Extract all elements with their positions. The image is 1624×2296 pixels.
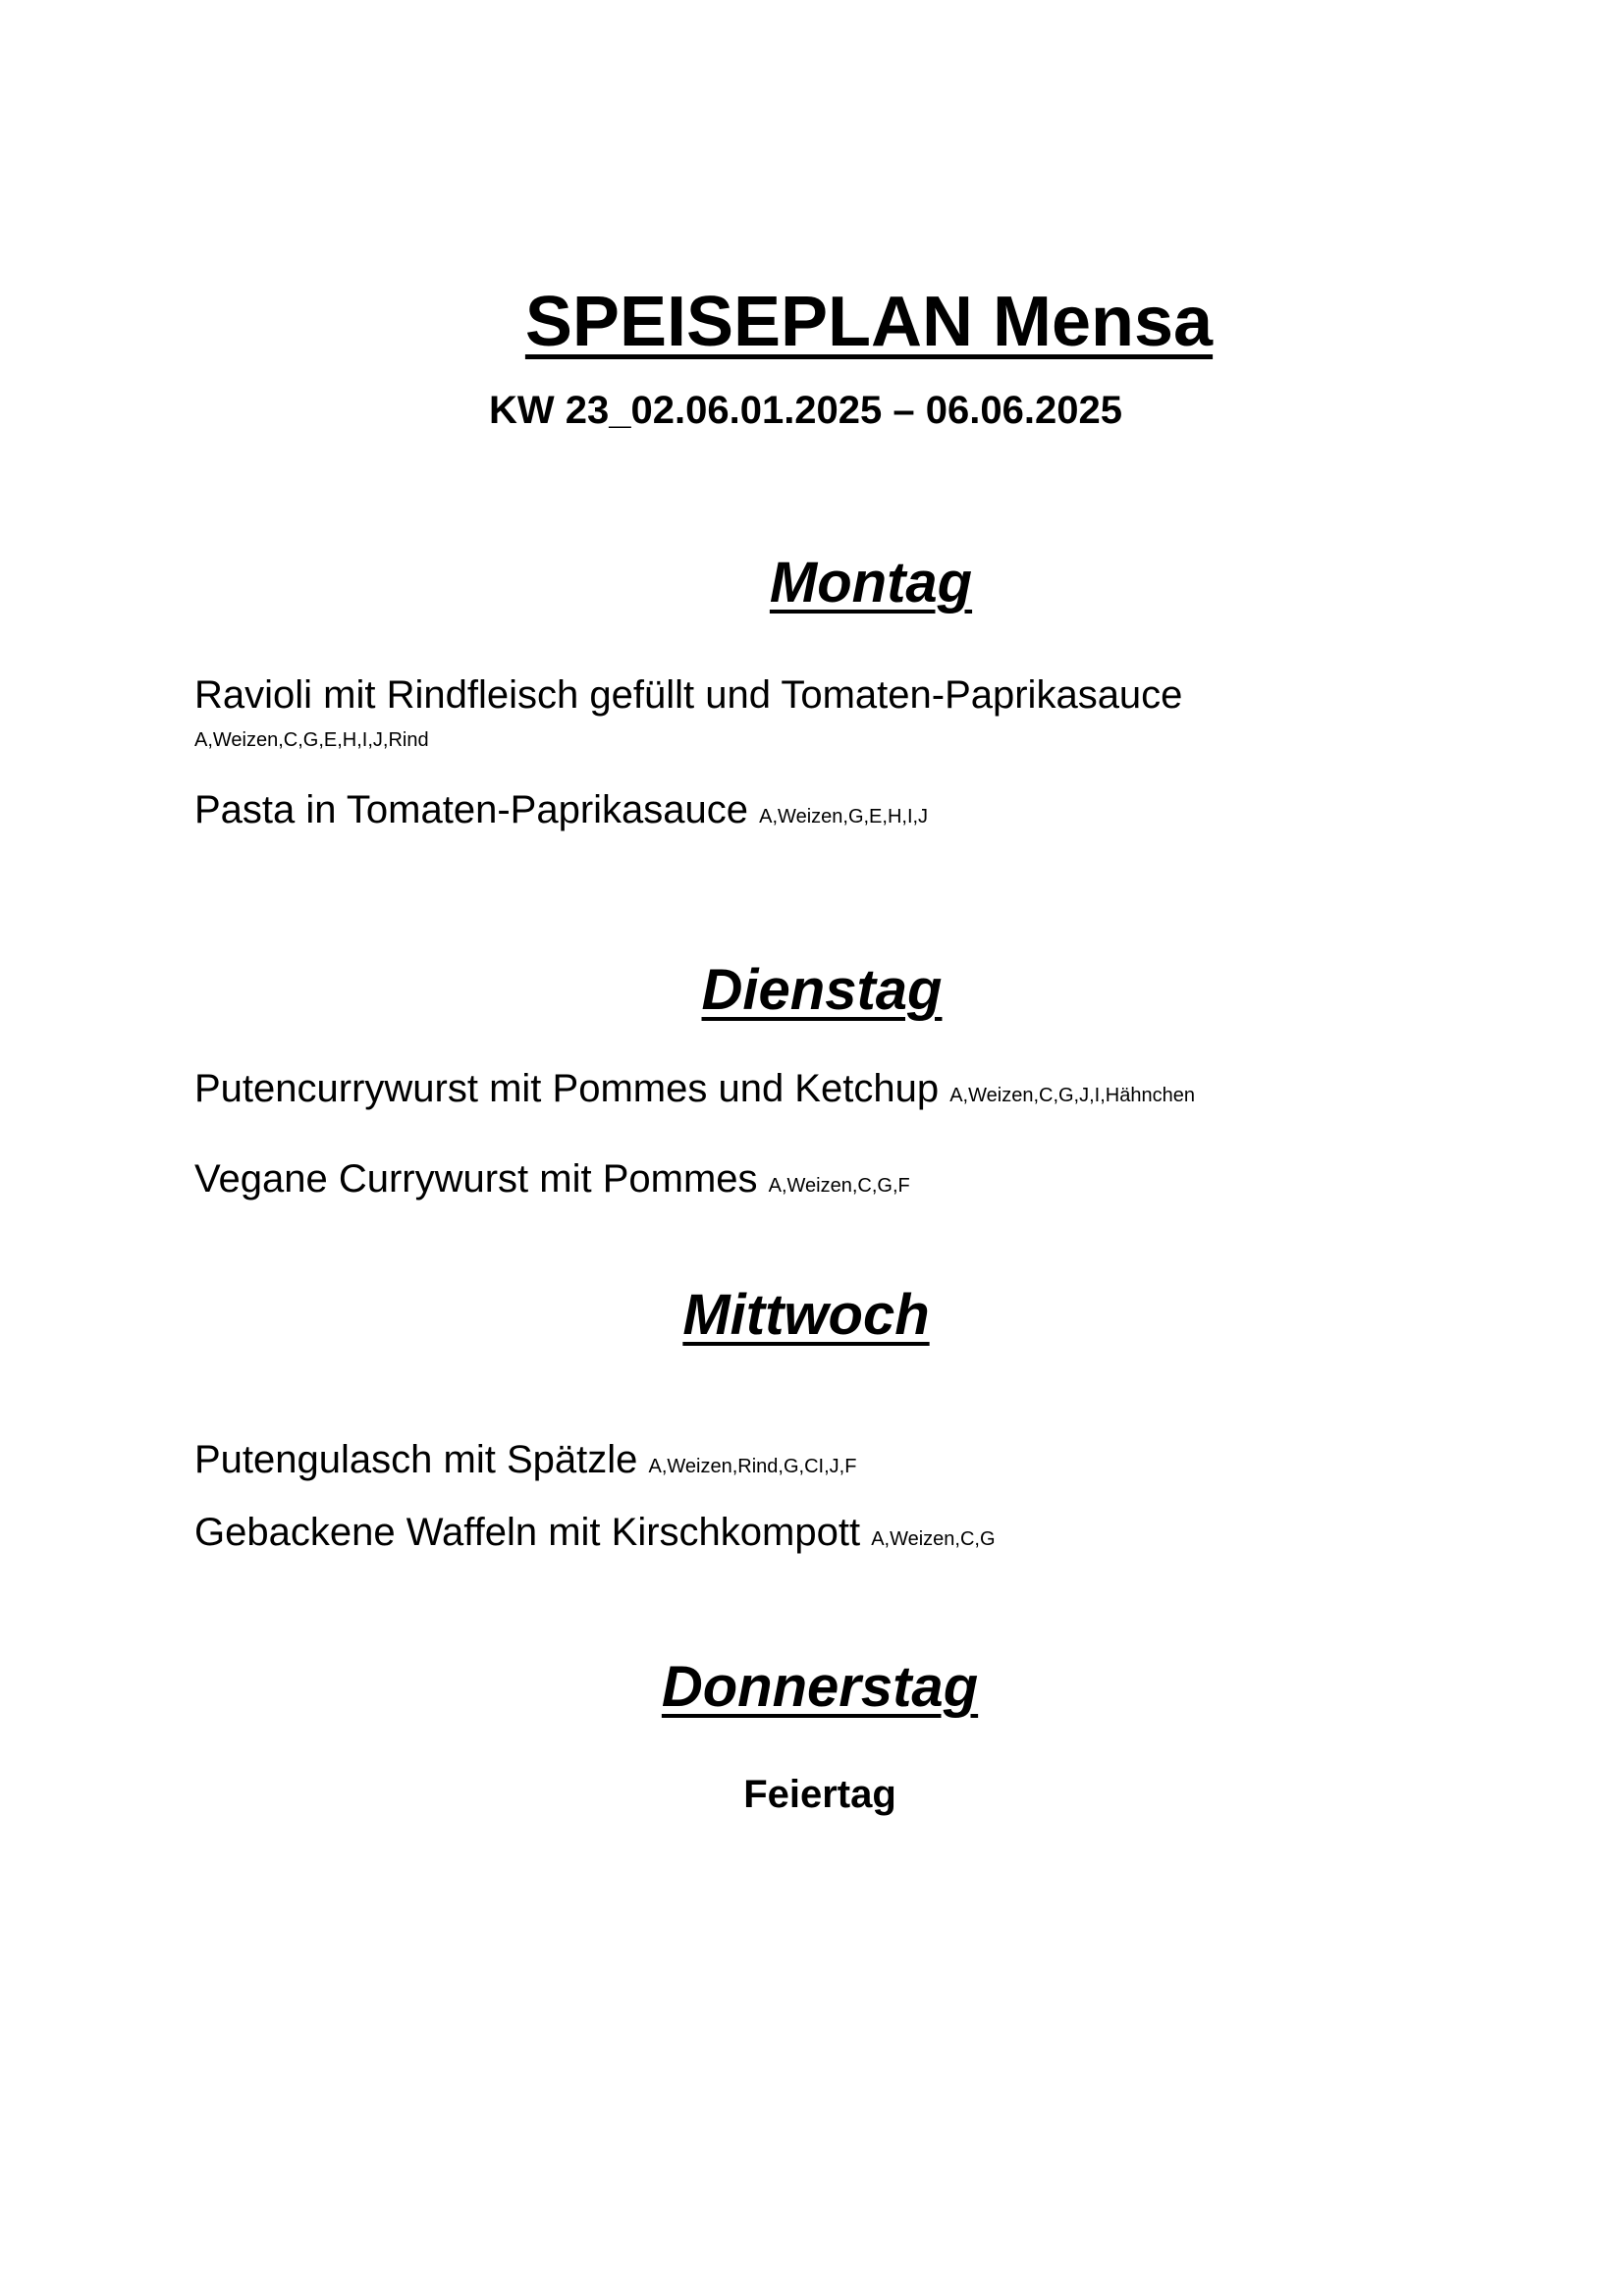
week-range: KW 23_02.06.01.2025 – 06.06.2025 <box>489 389 1122 432</box>
dish-allergens: A,Weizen,Rind,G,CI,J,F <box>648 1456 857 1477</box>
dish-name: Ravioli mit Rindfleisch gefüllt und Tomaten-Paprikasauce <box>194 673 1183 717</box>
dish-allergens: A,Weizen,C,G,E,H,I,J,Rind <box>194 729 429 751</box>
day-heading-mittwoch: Mittwoch <box>682 1283 930 1347</box>
dish-allergens: A,Weizen,C,G,F <box>768 1175 910 1197</box>
dish-name: Vegane Currywurst mit Pommes <box>194 1157 758 1201</box>
dish-item <box>194 1159 910 1199</box>
day-heading-dienstag: Dienstag <box>701 958 943 1022</box>
dish-name: Putencurrywurst mit Pommes und Ketchup <box>194 1067 940 1110</box>
day-heading-donnerstag: Donnerstag <box>661 1655 979 1719</box>
page-title: SPEISEPLAN Mensa <box>524 283 1214 361</box>
dish-name: Putengulasch mit Spätzle <box>194 1438 638 1481</box>
day-heading-montag: Montag <box>769 551 973 614</box>
dish-allergens: A,Weizen,G,E,H,I,J <box>759 806 929 828</box>
holiday-note: Feiertag <box>743 1773 896 1816</box>
dish-name: Gebackene Waffeln mit Kirschkompott <box>194 1511 861 1554</box>
dish-item <box>194 790 928 829</box>
dish-item <box>194 1513 996 1552</box>
dish-allergens: A,Weizen,C,G,J,I,Hähnchen <box>949 1085 1195 1106</box>
dish-item <box>194 1440 856 1479</box>
dish-allergens: A,Weizen,C,G <box>871 1528 996 1550</box>
dish-item <box>194 1069 1195 1108</box>
dish-name: Pasta in Tomaten-Paprikasauce <box>194 788 749 831</box>
